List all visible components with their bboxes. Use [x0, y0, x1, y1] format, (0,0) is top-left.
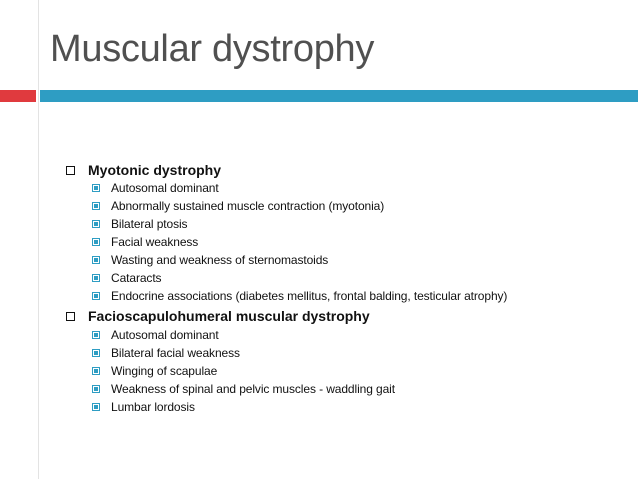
section-heading: Myotonic dystrophy — [66, 161, 221, 179]
filled-square-bullet-icon — [92, 184, 100, 192]
list-item: Cataracts — [92, 270, 161, 286]
accent-bar-red — [0, 90, 36, 102]
list-item: Bilateral facial weakness — [92, 345, 240, 361]
list-item: Endocrine associations (diabetes mellitus, frontal balding, testicular atrophy) — [92, 288, 507, 304]
filled-square-bullet-icon — [92, 367, 100, 375]
filled-square-bullet-icon — [92, 349, 100, 357]
list-item: Abnormally sustained muscle contraction (myotonia) — [92, 198, 384, 214]
filled-square-bullet-icon — [92, 292, 100, 300]
slide-title: Muscular dystrophy — [50, 28, 375, 70]
list-item: Lumbar lordosis — [92, 399, 195, 415]
filled-square-bullet-icon — [92, 331, 100, 339]
list-item: Bilateral ptosis — [92, 216, 187, 232]
list-item: Autosomal dominant — [92, 327, 219, 343]
list-item: Autosomal dominant — [92, 180, 219, 196]
filled-square-bullet-icon — [92, 256, 100, 264]
filled-square-bullet-icon — [92, 274, 100, 282]
filled-square-bullet-icon — [92, 202, 100, 210]
list-item: Facial weakness — [92, 234, 198, 250]
list-item: Winging of scapulae — [92, 363, 217, 379]
hollow-square-bullet-icon — [66, 312, 75, 321]
accent-bar-blue — [40, 90, 638, 102]
filled-square-bullet-icon — [92, 238, 100, 246]
list-item: Weakness of spinal and pelvic muscles - waddling gait — [92, 381, 395, 397]
filled-square-bullet-icon — [92, 220, 100, 228]
filled-square-bullet-icon — [92, 403, 100, 411]
filled-square-bullet-icon — [92, 385, 100, 393]
section-heading: Facioscapulohumeral muscular dystrophy — [66, 307, 370, 325]
left-margin-rule — [38, 0, 39, 479]
list-item: Wasting and weakness of sternomastoids — [92, 252, 328, 268]
hollow-square-bullet-icon — [66, 166, 75, 175]
